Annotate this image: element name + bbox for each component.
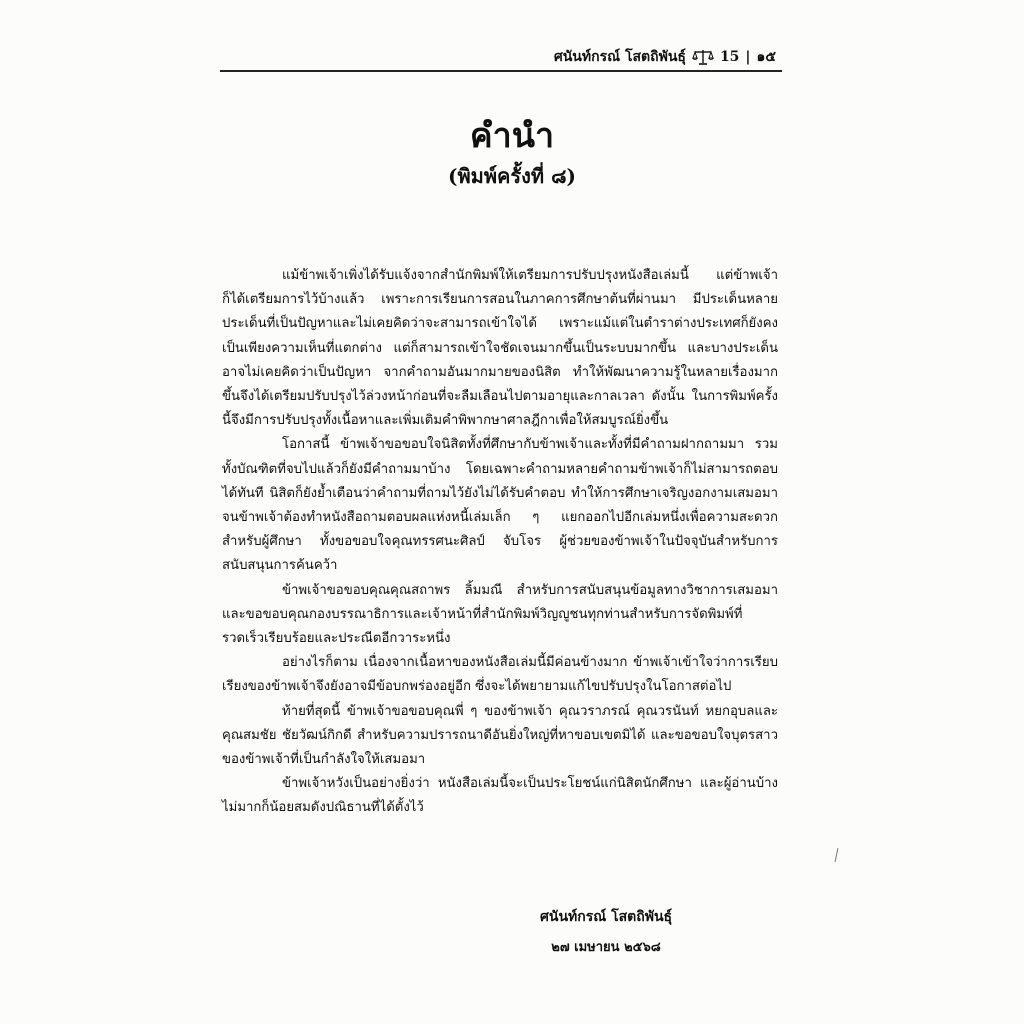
signature-name: ศนันท์กรณ์ โสตถิพันธุ์ <box>540 909 673 925</box>
paragraph: โอกาสนี้ ข้าพเจ้าขอขอบใจนิสิตทั้งที่ศึกษากับข้าพเจ้าและทั้งที่มีคำถามฝากถามมา รวมทั้งบัณฑิตที่จบไปแล้วก็ยังมีคำถามมาบ้าง โดยเฉพาะคำถามหลายคำถามข้าพเจ้าก็ไม่สามารถตอบได้ทันที นิสิตก็ยังย้ำเตือนว่าคำถามที่ถามไว้ยังไม่ได้รับคำตอบ ทำให้การศึกษาเจริญงอกงามเสมอมาจนข้าพเจ้าต้องทำหนังสือถามตอบผลแห่งหนี้เล่มเล็ก ๆ แยกออกไปอีกเล่มหนึ่งเพื่อความสะดวกสำหรับผู้ศึกษา ทั้งขอขอบใจคุณทรรศนะศิลป์ จับโจร ผู้ช่วยของข้าพเจ้าในปัจจุบันสำหรับการสนับสนุนการค้นคว้า <box>222 437 778 574</box>
page-number-arabic: 15 <box>719 49 740 65</box>
signature-date: ๒๗ เมษายน ๒๕๖๘ <box>551 940 661 955</box>
header-author: ศนันท์กรณ์ โสตถิพันธุ์ <box>553 49 686 65</box>
running-header <box>554 46 776 68</box>
page-number-thai: ๑๕ <box>756 49 776 65</box>
paragraph: ข้าพเจ้าขอขอบคุณคุณสถาพร ลิ้มมณี สำหรับการสนับสนุนข้อมูลทางวิชาการเสมอมาและขอขอบคุณกองบรรณาธิการและเจ้าหน้าที่สำนักพิมพ์วิญญูชนทุกท่านสำหรับการจัดพิมพ์ที่รวดเร็วเรียบร้อยและประณีตอีกวาระหนึ่ง <box>222 582 778 647</box>
scale-of-justice-icon <box>692 48 714 66</box>
paragraph: ข้าพเจ้าหวังเป็นอย่างยิ่งว่า หนังสือเล่มนี้จะเป็นประโยชน์แก่นิสิตนักศึกษา และผู้อ่านบ้างไม่มากก็น้อยสมดังปณิธานที่ได้ตั้งไว้ <box>222 776 778 816</box>
signature-block <box>540 906 672 957</box>
header-rule <box>220 70 782 72</box>
page-number-separator: | <box>745 49 751 65</box>
stray-pen-mark <box>835 848 839 862</box>
paragraph: แม้ข้าพเจ้าเพิ่งได้รับแจ้งจากสำนักพิมพ์ให้เตรียมการปรับปรุงหนังสือเล่มนี้ แต่ข้าพเจ้าก็ได้เตรียมการไว้บ้างแล้ว เพราะการเรียนการสอนในภาคการศึกษาต้นที่ผ่านมา มีประเด็นหลายประเด็นที่เป็นปัญหาและไม่เคยคิดว่าจะสามารถเข้าใจได้ เพราะแม้แต่ในตำราต่างประเทศก็ยังคงเป็นเพียงความเห็นที่แตกต่าง แต่ก็สามารถเข้าใจชัดเจนมากขึ้นเป็นระบบมากขึ้น และบางประเด็นอาจไม่เคยคิดว่าเป็นปัญหา จากคำถามอันมากมายของนิสิต ทำให้พัฒนาความรู้ในหลายเรื่องมากขึ้นจึงได้เตรียมปรับปรุงไว้ล่วงหน้าก่อนที่จะลืมเลือนไปตามอายุและกาลเวลา ดังนั้น ในการพิมพ์ครั้งนี้จึงมีการปรับปรุงทั้งเนื้อหาและเพิ่มเติมคำพิพากษาศาลฎีกาเพื่อให้สมบูรณ์ยิ่งขึ้น <box>222 268 778 429</box>
page-title: คำนำ <box>469 116 555 156</box>
edition-subtitle: (พิมพ์ครั้งที่ ๘) <box>448 164 576 188</box>
paragraph: อย่างไรก็ตาม เนื่องจากเนื้อหาของหนังสือเล่มนี้มีค่อนข้างมาก ข้าพเจ้าเข้าใจว่าการเรียบเรียงของข้าพเจ้าจึงยังอาจมีข้อบกพร่องอยู่อีก ซึ่งจะได้พยายามแก้ไขปรับปรุงในโอกาสต่อไป <box>222 655 778 695</box>
paragraph: ท้ายที่สุดนี้ ข้าพเจ้าขอขอบคุณพี่ ๆ ของข้าพเจ้า คุณวราภรณ์ คุณวรนันท์ หยกอุบลและคุณสมชัย ชัยวัฒน์กิกดี สำหรับความปรารถนาดีอันยิ่งใหญ่ที่หาขอบเขตมิได้ และขอขอบใจบุตรสาวของข้าพเจ้าที่เป็นกำลังใจให้เสมอมา <box>222 703 778 768</box>
preface-body <box>222 264 778 821</box>
